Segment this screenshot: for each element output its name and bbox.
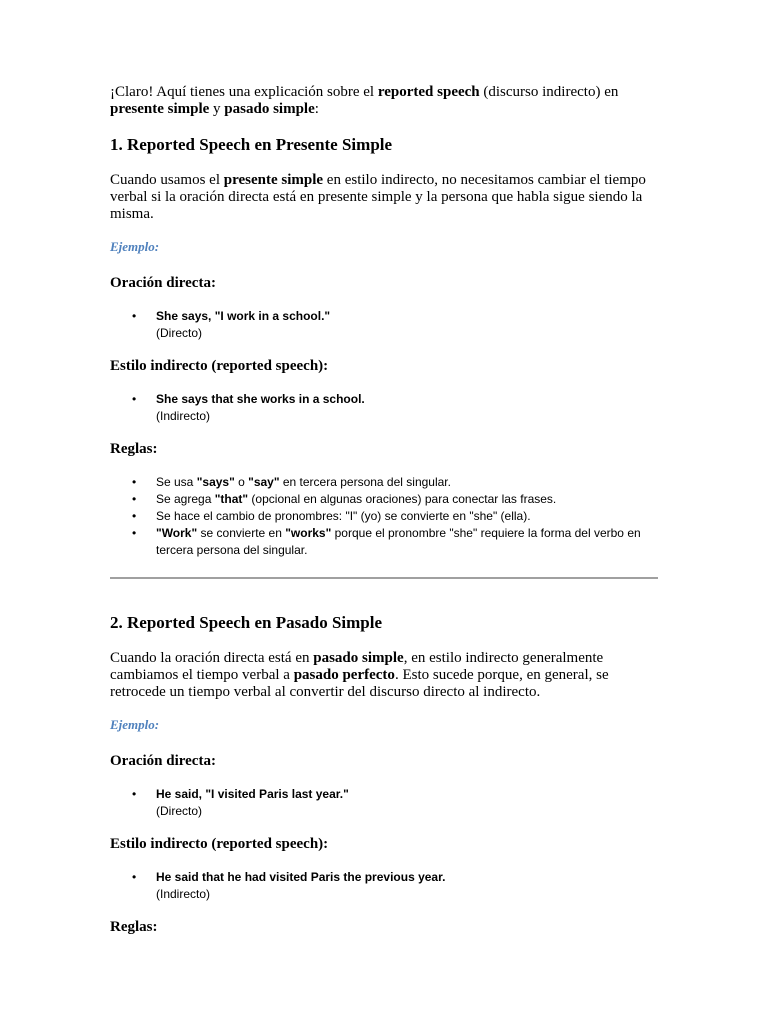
section1-example-label: Ejemplo: — [110, 239, 160, 254]
rule-bold: "that" — [214, 492, 249, 506]
intro-bold-presente-simple: presente simple — [110, 101, 210, 117]
section2-para-bold: pasado simple — [313, 650, 404, 666]
section1-heading: 1. Reported Speech en Presente Simple — [110, 135, 393, 154]
bullet-icon: • — [132, 509, 137, 523]
section1-rules-list — [110, 474, 658, 559]
section2-para-text: Cuando la oración directa está en — [110, 650, 314, 666]
rule-text: se convierte en — [197, 526, 286, 540]
rule-text: Se usa — [156, 475, 197, 489]
section1-direct-list — [110, 308, 658, 342]
section1-indirect-label: Estilo indirecto (reported speech): — [110, 358, 329, 374]
section2-para-text: , en estilo indirecto generalmente cambiamos el tiempo verbal a — [110, 650, 604, 683]
direct-note: (Directo) — [156, 804, 203, 818]
rule-text: Se agrega — [156, 492, 215, 506]
section1-para-bold: presente simple — [223, 172, 324, 188]
rule-bold: "says" — [196, 475, 235, 489]
rule-text: Se hace el cambio de pronombres: "I" (yo) se convierte en "she" (ella). — [156, 509, 531, 523]
direct-note: (Directo) — [156, 326, 203, 340]
intro-text: : — [314, 101, 319, 117]
intro-paragraph — [110, 84, 658, 118]
section2-para-bold: pasado perfecto — [293, 667, 395, 683]
horizontal-divider — [110, 577, 658, 579]
bullet-icon: • — [132, 475, 137, 489]
rule-bold: "works" — [285, 526, 332, 540]
list-item — [110, 508, 658, 525]
section2-rules-label: Reglas: — [110, 919, 158, 935]
section1-direct-label: Oración directa: — [110, 275, 216, 291]
section1-indirect-list — [110, 391, 658, 425]
rule-bold: "say" — [248, 475, 280, 489]
intro-text: (discurso indirecto) en — [479, 84, 619, 100]
bullet-icon: • — [132, 392, 137, 406]
bullet-icon: • — [132, 787, 137, 801]
bullet-icon: • — [132, 309, 137, 323]
list-item — [110, 391, 658, 425]
section1-para-text: Cuando usamos el — [110, 172, 224, 188]
rule-text: en tercera persona del singular. — [279, 475, 451, 489]
list-item — [110, 786, 658, 820]
bullet-icon: • — [132, 870, 137, 884]
indirect-sentence: He said that he had visited Paris the previous year. — [156, 870, 446, 884]
intro-text: y — [209, 101, 225, 117]
document-page — [110, 84, 658, 952]
intro-bold-pasado-simple: pasado simple — [224, 101, 315, 117]
direct-sentence: He said, "I visited Paris last year." — [156, 787, 349, 801]
list-item — [110, 308, 658, 342]
rule-text: o — [234, 475, 249, 489]
list-item — [110, 491, 658, 508]
intro-text: ¡Claro! Aquí tienes una explicación sobre el — [110, 84, 378, 100]
direct-sentence: She says, "I work in a school." — [156, 309, 331, 323]
section1-para-text: en estilo indirecto, no necesitamos cambiar el tiempo verbal si la oración directa está en presente simple y la persona que habla sigue siendo la misma. — [110, 172, 646, 222]
rule-bold: "Work" — [156, 526, 198, 540]
section2-heading: 2. Reported Speech en Pasado Simple — [110, 613, 382, 632]
section2-example-label: Ejemplo: — [110, 717, 160, 732]
indirect-note: (Indirecto) — [156, 887, 211, 901]
section2-direct-list — [110, 786, 658, 820]
section2-para-text: . Esto sucede porque, en general, se retrocede un tiempo verbal al convertir del discurso directo al indirecto. — [110, 667, 609, 700]
section2-paragraph — [110, 650, 658, 701]
rule-text: (opcional en algunas oraciones) para conectar las frases. — [248, 492, 557, 506]
section1-rules-label: Reglas: — [110, 441, 158, 457]
list-item — [110, 869, 658, 903]
section2-direct-label: Oración directa: — [110, 753, 216, 769]
indirect-note: (Indirecto) — [156, 409, 211, 423]
list-item — [110, 525, 658, 559]
section2-indirect-label: Estilo indirecto (reported speech): — [110, 836, 329, 852]
section2-indirect-list — [110, 869, 658, 903]
list-item — [110, 474, 658, 491]
section1-paragraph — [110, 172, 658, 223]
bullet-icon: • — [132, 492, 137, 506]
rule-text: porque el pronombre "she" requiere la forma del verbo en tercera persona del singular. — [156, 526, 641, 557]
indirect-sentence: She says that she works in a school. — [156, 392, 365, 406]
bullet-icon: • — [132, 526, 137, 540]
intro-bold-reported-speech: reported speech — [377, 84, 480, 100]
